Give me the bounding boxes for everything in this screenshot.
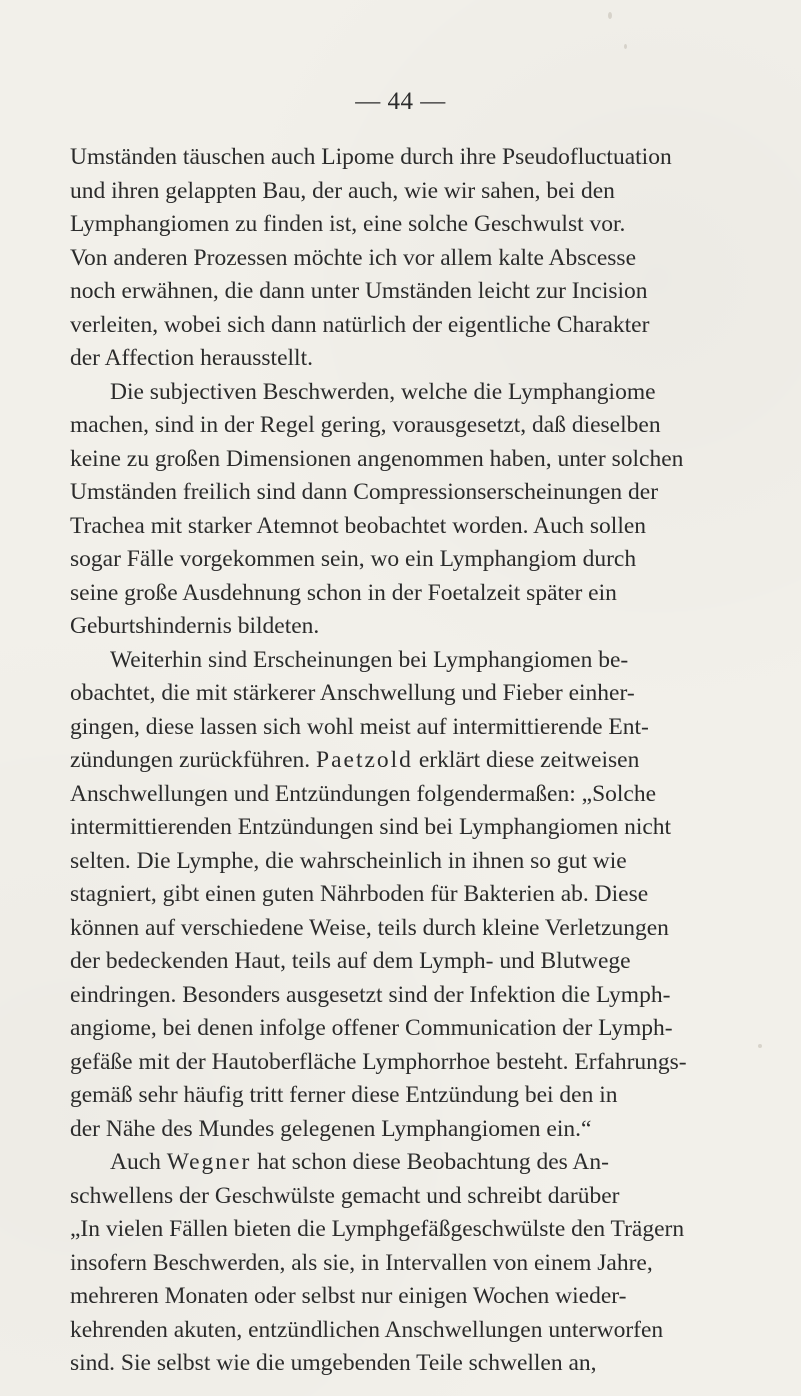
text-line: machen, sind in der Regel gering, vorausgesetzt, daß dieselben bbox=[70, 412, 661, 438]
text-line: stagniert, gibt einen guten Nährboden für Bakterien ab. Diese bbox=[70, 881, 649, 907]
text-line: Von anderen Prozessen möchte ich vor allem kalte Abscesse bbox=[70, 244, 637, 271]
text-fragment: Auch bbox=[110, 1149, 161, 1175]
text-line: kehrenden akuten, entzündlichen Anschwellungen unterworfen bbox=[70, 1316, 664, 1343]
text-line: Die subjectiven Beschwerden, welche die Lymphangiome bbox=[110, 378, 656, 405]
body-text bbox=[70, 141, 752, 1381]
author-name-paetzold: Paetzold bbox=[316, 747, 413, 773]
text-line: und ihren gelappten Bau, der auch, wie wir sahen, bei den bbox=[70, 177, 615, 204]
text-line: Umständen täuschen auch Lipome durch ihre Pseudofluctuation bbox=[70, 144, 672, 170]
text-line: gingen, diese lassen sich wohl meist auf intermittierende Ent- bbox=[70, 713, 649, 740]
text-line: intermittierenden Entzündungen sind bei Lymphangiomen nicht bbox=[70, 814, 672, 840]
text-line: Trachea mit starker Atemnot beobachtet worden. Auch sollen bbox=[70, 512, 647, 539]
text-line: angiome, bei denen infolge offener Communication der Lymph- bbox=[70, 1015, 673, 1041]
paper-speck bbox=[758, 1044, 762, 1048]
text-line: gemäß sehr häufig tritt ferner diese Entzündung bei den in bbox=[70, 1082, 618, 1108]
text-line: der bedeckenden Haut, teils auf dem Lymph- und Blutwege bbox=[70, 948, 631, 974]
text-line: keine zu großen Dimensionen angenommen haben, unter solchen bbox=[70, 445, 684, 472]
text-line: selten. Die Lymphe, die wahrscheinlich in ihnen so gut wie bbox=[70, 847, 627, 874]
page-number: — 44 — bbox=[355, 88, 446, 115]
text-line: Geburtshindernis bildeten. bbox=[70, 613, 320, 639]
text-line: „In vielen Fällen bieten die Lymphgefäßgeschwülste den Trägern bbox=[70, 1216, 685, 1242]
text-line: Umständen freilich sind dann Compressionserscheinungen der bbox=[70, 479, 659, 505]
text-line: der Nähe des Mundes gelegenen Lymphangiomen ein.“ bbox=[70, 1115, 592, 1142]
text-line: mehreren Monaten oder selbst nur einigen Wochen wieder- bbox=[70, 1283, 627, 1309]
text-line: der Affection herausstellt. bbox=[70, 345, 313, 371]
text-line: verleiten, wobei sich dann natürlich der eigentliche Charakter bbox=[70, 311, 650, 338]
text-line: Anschwellungen und Entzündungen folgendermaßen: „Solche bbox=[70, 780, 657, 807]
text-line: sind. Sie selbst wie die umgebenden Teile schwellen an, bbox=[70, 1350, 597, 1376]
text-line: Weiterhin sind Erscheinungen bei Lymphangiomen be- bbox=[110, 646, 629, 673]
paragraph-4 bbox=[70, 1146, 752, 1381]
text-line: seine große Ausdehnung schon in der Foetalzeit später ein bbox=[70, 579, 617, 606]
paragraph-2 bbox=[70, 376, 752, 644]
text-line: können auf verschiedene Weise, teils durch kleine Verletzungen bbox=[70, 914, 669, 941]
text-line: obachtet, die mit stärkerer Anschwellung und Fieber einher- bbox=[70, 680, 635, 706]
text-line: sogar Fälle vorgekommen sein, wo ein Lymphangiom durch bbox=[70, 546, 637, 572]
paper-speck bbox=[608, 12, 612, 19]
text-fragment: hat schon diese Beobachtung des An- bbox=[257, 1149, 609, 1175]
text-fragment: erklärt diese zeitweisen bbox=[418, 747, 640, 773]
author-name-wegner: Wegner bbox=[166, 1149, 252, 1175]
text-line: insofern Beschwerden, als sie, in Intervallen von einem Jahre, bbox=[70, 1249, 653, 1276]
text-line: eindringen. Besonders ausgesetzt sind der Infektion die Lymph- bbox=[70, 981, 671, 1008]
paper-speck bbox=[624, 44, 627, 49]
text-line-with-author bbox=[70, 744, 752, 778]
text-line-with-author bbox=[70, 1146, 752, 1180]
text-line: schwellens der Geschwülste gemacht und schreibt darüber bbox=[70, 1182, 620, 1209]
text-line: Lymphangiomen zu finden ist, eine solche Geschwulst vor. bbox=[70, 211, 626, 237]
text-line: noch erwähnen, die dann unter Umständen leicht zur Incision bbox=[70, 278, 648, 304]
paragraph-3 bbox=[70, 644, 752, 1147]
paragraph-1 bbox=[70, 141, 752, 376]
text-line: gefäße mit der Hautoberfläche Lymphorrhoe besteht. Erfahrungs- bbox=[70, 1048, 687, 1075]
text-fragment: zündungen zurückführen. bbox=[70, 747, 311, 773]
